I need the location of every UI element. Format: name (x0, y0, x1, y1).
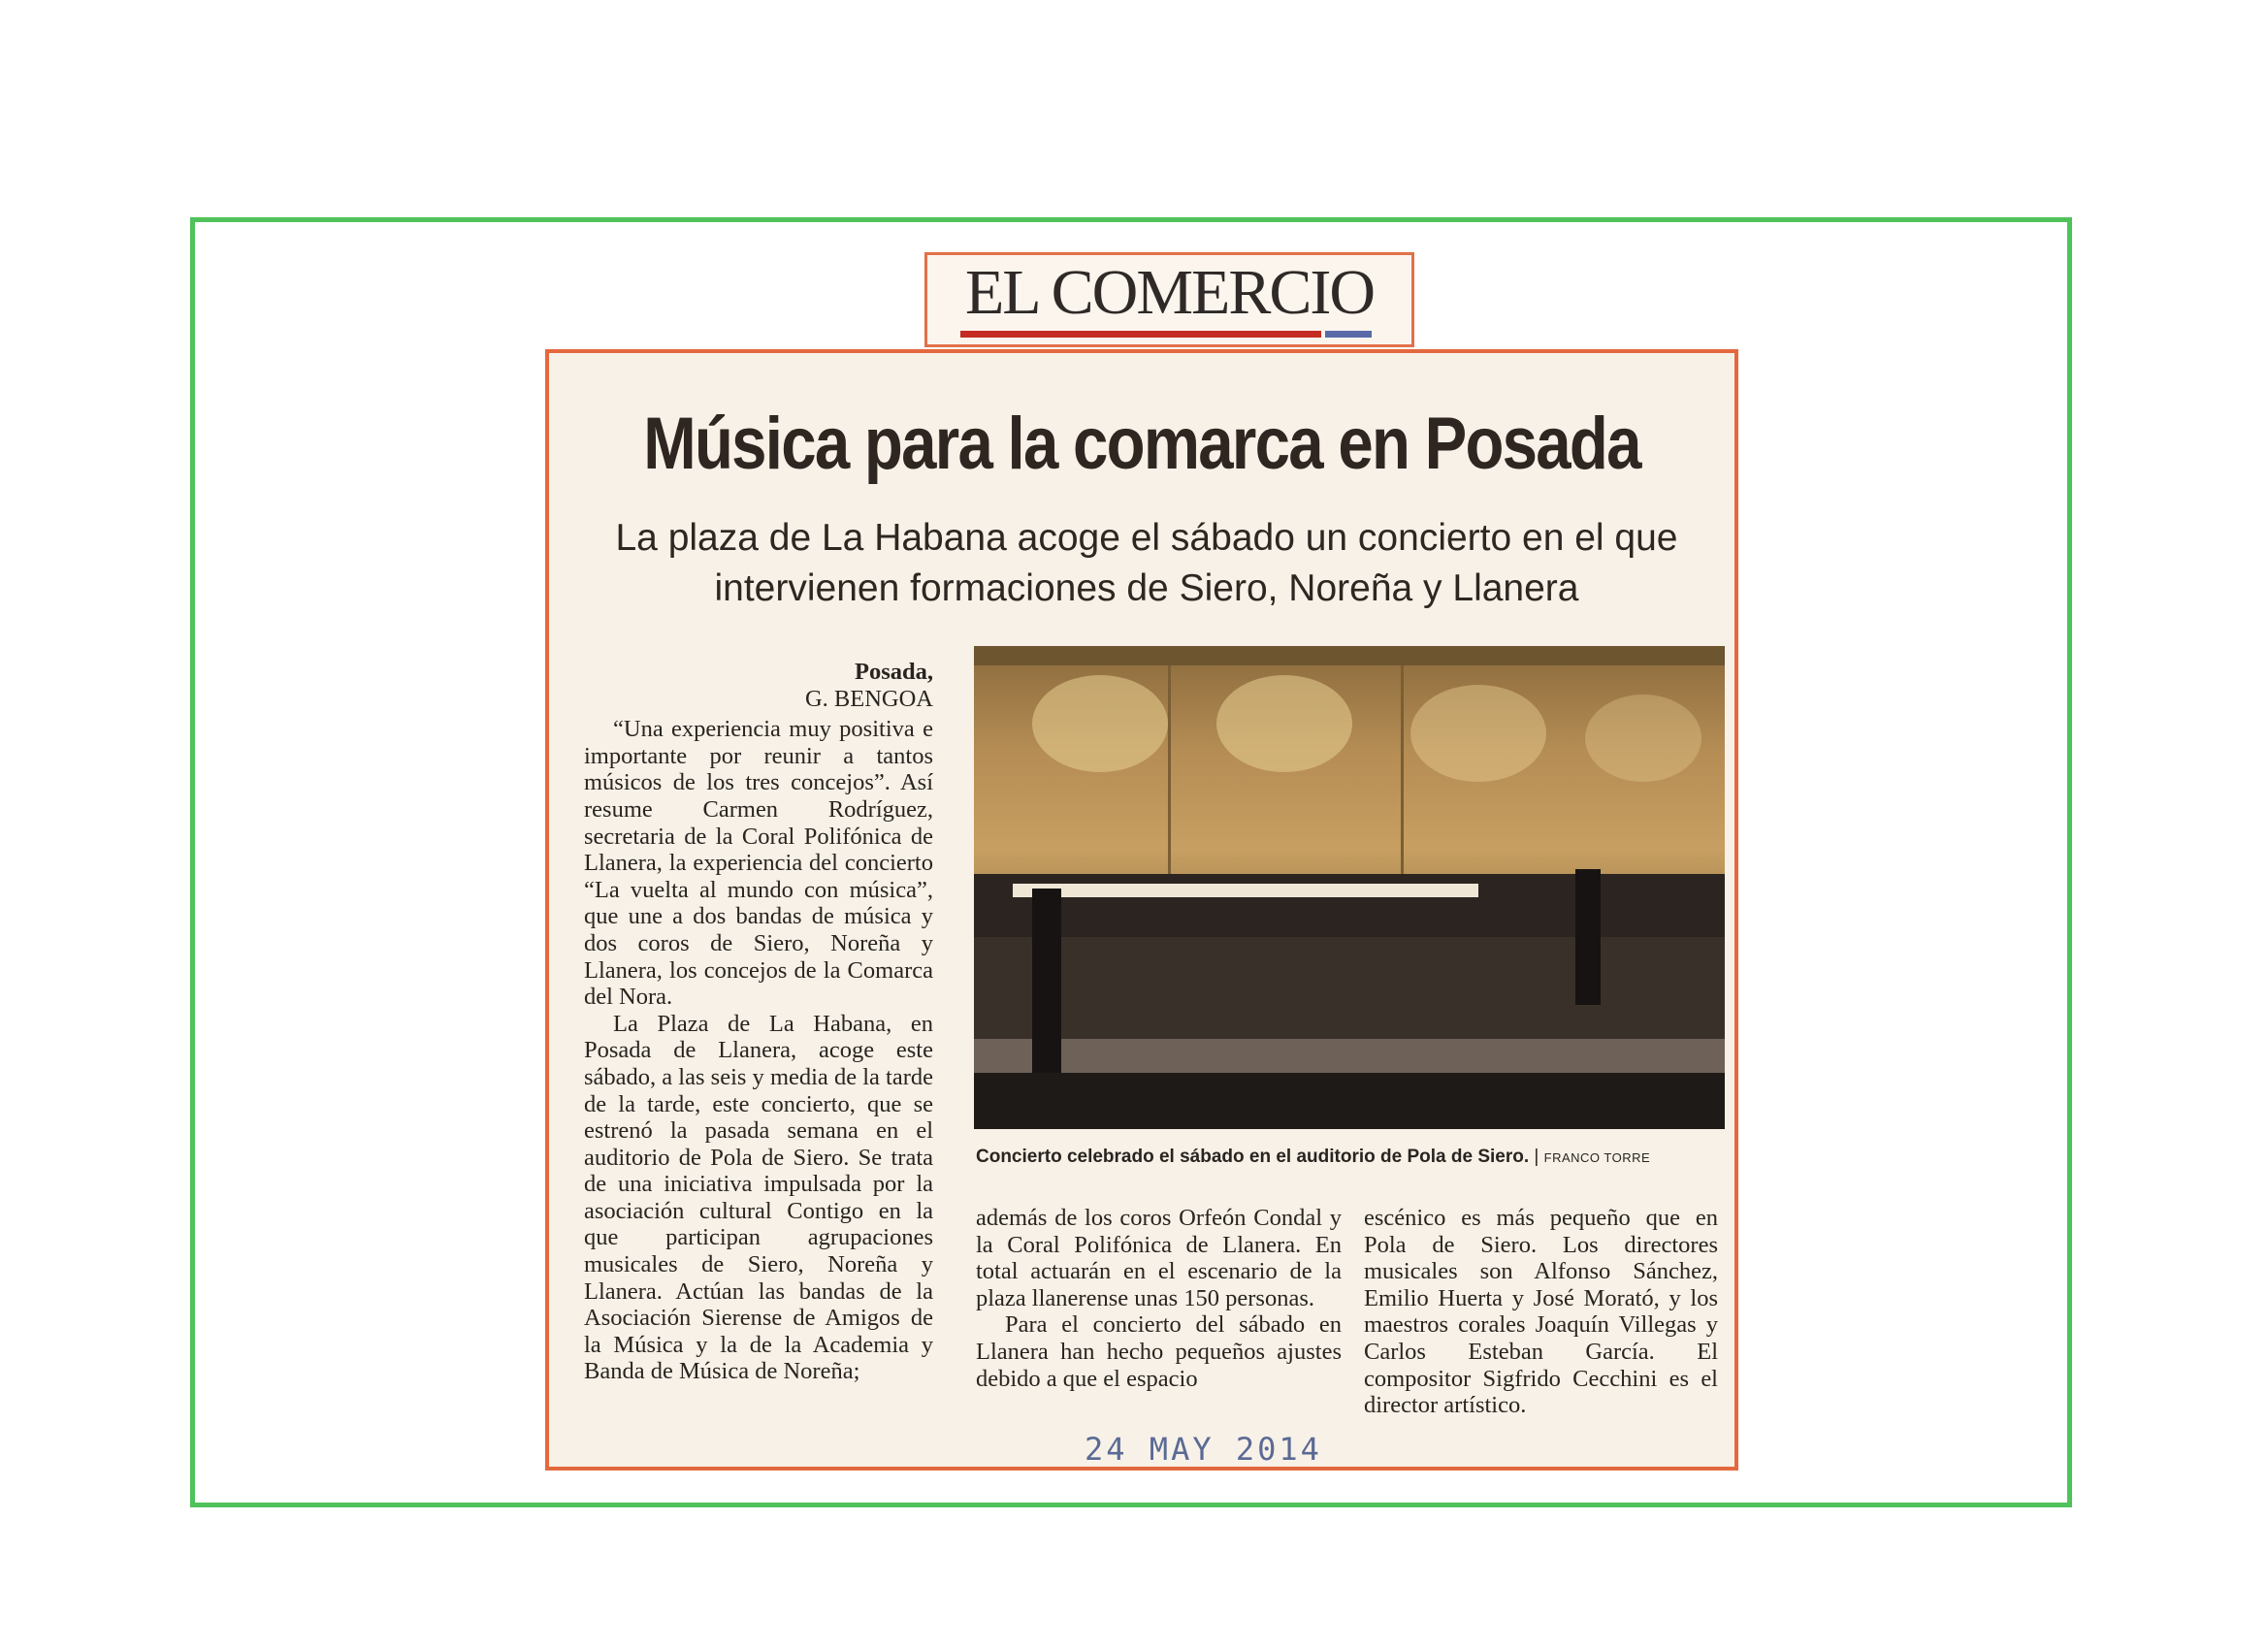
paragraph: La Plaza de La Habana, en Posada de Llanera, acoge este sábado, a las seis y media de la tarde de la tarde, este concierto, que se estrenó la pasada semana en el auditorio de Pola de Siero. Se trata de una iniciativa impulsada por la asociación cultural Contigo en la que participan agrupaciones musicales de Siero, Noreña y Llanera. Actúan las bandas de la Asociación Sierense de Amigos de la Música y la de la Academia y Banda de Música de Noreña; (584, 1010, 933, 1385)
byline (584, 659, 933, 712)
paragraph: además de los coros Orfeón Condal y la Coral Polifónica de Llanera. En total actuarán en el escenario de la plaza llanerense unas 150 personas. (976, 1205, 1342, 1311)
article-headline: Música para la comarca en Posada (643, 403, 1640, 485)
masthead-blue-rule (1325, 331, 1372, 338)
paragraph: “Una experiencia muy positiva e importante por reunir a tantos músicos de los tres concejos”. Así resume Carmen Rodríguez, secretaria de la Coral Polifónica de Llanera, la experiencia del concierto “La vuelta al mundo con música”, que une a dos bandas de música y dos coros de Siero, Noreña y Llanera, los concejos de la Comarca del Nora. (584, 716, 933, 1011)
newspaper-clipping (545, 349, 1738, 1471)
dateline: Posada, (854, 659, 933, 685)
photo-caption (976, 1147, 1733, 1168)
article-column-1 (584, 659, 933, 1385)
date-stamp: 24 MAY 2014 (1085, 1431, 1322, 1468)
author-name: G. BENGOA (804, 685, 933, 712)
photo-caption-text: Concierto celebrado el sábado en el auditorio de Pola de Siero. (976, 1147, 1530, 1167)
concert-photo (974, 646, 1725, 1129)
photo-credit: FRANCO TORRE (1543, 1150, 1651, 1165)
article-column-2 (976, 1205, 1342, 1392)
article-column-3 (1364, 1205, 1718, 1419)
masthead-title: EL COMERCIO (964, 257, 1375, 328)
masthead-red-rule (960, 331, 1321, 338)
caption-separator: | (1534, 1147, 1544, 1167)
paragraph: Para el concierto del sábado en Llanera han hecho pequeños ajustes debido a que el espacio (976, 1311, 1342, 1392)
article-subhead: La plaza de La Habana acoge el sábado un concierto en el que intervienen formaciones de Siero, Noreña y Llanera (615, 517, 1678, 609)
paragraph: escénico es más pequeño que en Pola de Siero. Los directores musicales son Alfonso Sánchez, Emilio Huerta y José Morató, y los maestros corales Joaquín Villegas y Carlos Esteban García. El compositor Sigfrido Cecchini es el director artístico. (1364, 1205, 1718, 1419)
concert-photo-illustration (974, 646, 1725, 1129)
newspaper-masthead (924, 252, 1414, 347)
